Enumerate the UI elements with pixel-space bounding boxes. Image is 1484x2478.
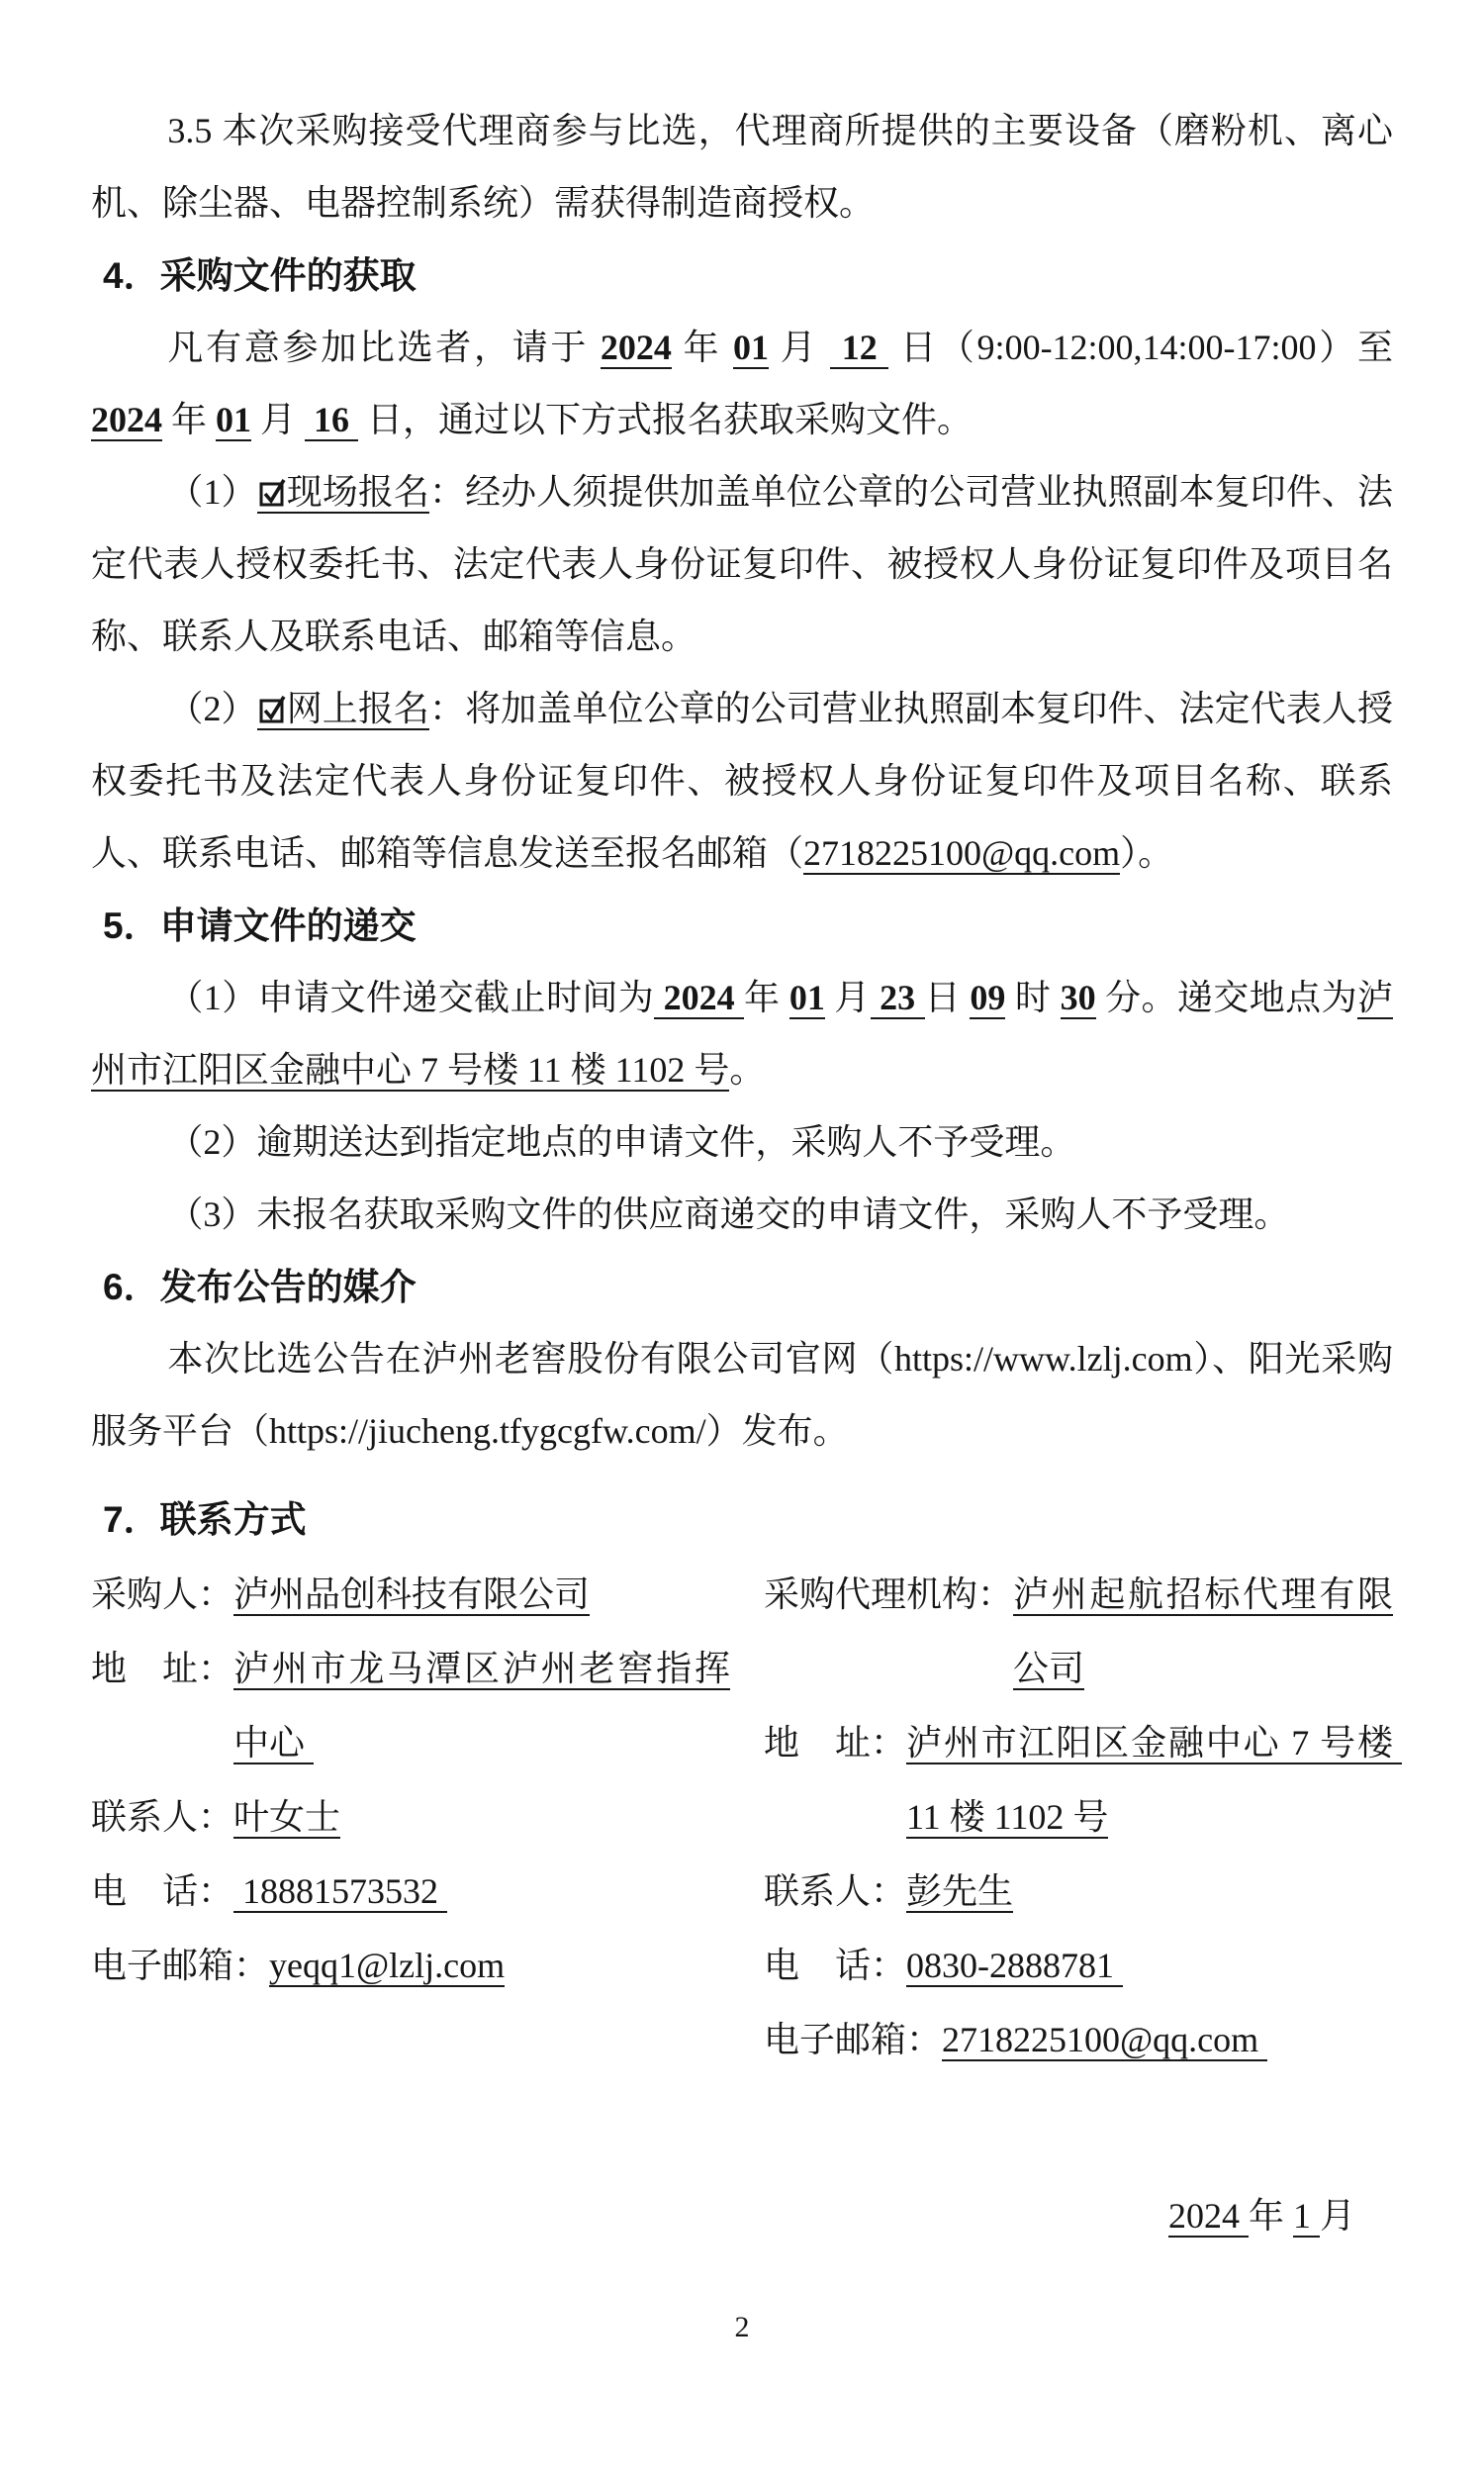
para-4-item1: [91, 456, 1393, 673]
text-run: 16: [305, 400, 359, 439]
contact-row: [764, 1855, 1393, 1929]
contact-label: 电子邮箱：: [764, 2020, 943, 2059]
text-run: 0830-2888781: [906, 1946, 1124, 1985]
text-run: 18881573532: [233, 1871, 448, 1911]
text-run: 01: [216, 400, 252, 439]
text-run: （3）未报名获取采购文件的供应商递交的申请文件，采购人不予受理。: [167, 1194, 1290, 1234]
contact-value: [906, 1706, 1402, 1855]
text-run: 叶女士: [233, 1797, 341, 1837]
text-run: 网上报名: [286, 689, 430, 728]
contact-label: 电子邮箱：: [91, 1946, 270, 1985]
document-flow: [91, 95, 1402, 2349]
heading-5: [91, 890, 1393, 962]
para-3-5: [91, 95, 1393, 239]
contact-row: [764, 1929, 1393, 2003]
contact-value: [233, 1558, 730, 1632]
text-run: 现场报名: [286, 472, 430, 512]
text-run: 月: [251, 400, 306, 439]
contact-section: [91, 1558, 1402, 2077]
text-run: （1）申请文件递交截止时间为: [167, 978, 655, 1017]
contact-column-left: [91, 1558, 730, 2077]
contact-label: 电 话：: [91, 1871, 234, 1911]
contact-value: [906, 1929, 1393, 2003]
checkbox-checked-icon: [257, 689, 287, 730]
text-run: 彭先生: [906, 1871, 1014, 1911]
text-run: 年: [671, 328, 733, 367]
contact-label: 联系人：: [764, 1871, 907, 1911]
page-number: [91, 2306, 1393, 2349]
text-run: 23: [870, 978, 925, 1017]
contact-row: [91, 1780, 730, 1855]
text-run: 日（9:00-12:00,14:00-17:00）至: [888, 328, 1402, 367]
text-run: 7．联系方式: [103, 1499, 307, 1540]
text-run: ：经办人须提供加盖单位公章的公司营业执照副本复印件、法定代表人授权委托书、法定代表人身份证复印件、被授权人身份证复印件及项目名称、联系人及联系电话、邮箱等信息。: [91, 472, 1393, 656]
contact-row: [91, 1558, 730, 1632]
contact-label: 采购代理机构：: [764, 1574, 1014, 1614]
contact-column-right: [764, 1558, 1402, 2077]
text-run: 凡有意参加比选者，请于: [167, 328, 601, 367]
text-run: 6．发布公告的媒介: [103, 1267, 417, 1307]
contact-row: [91, 1855, 730, 1929]
text-run: ：将加盖单位公章的公司营业执照副本复印件、法定代表人授权委托书及法定代表人身份证复印件、被授权人身份证复印件及项目名称、联系人、联系电话、邮箱等信息发送至报名邮箱（: [91, 689, 1393, 873]
text-run: 月: [1319, 2196, 1355, 2236]
text-run: 泸州市江阳区金融中心 7 号楼 11 楼 1102 号: [906, 1723, 1402, 1837]
heading-4: [91, 239, 1393, 312]
text-run: 2718225100@qq.com: [803, 833, 1121, 873]
contact-row: [764, 1706, 1402, 1855]
para-6-1: [91, 1323, 1393, 1468]
text-run: 日，通过以下方式报名获取采购文件。: [358, 400, 974, 439]
contact-value: [233, 1780, 730, 1855]
text-run: 分。递交地点为: [1095, 978, 1357, 1017]
contact-value: [233, 1632, 730, 1780]
text-run: 。: [729, 1050, 766, 1090]
text-run: ）。: [1120, 833, 1174, 873]
text-run: 年: [1248, 2196, 1293, 2236]
contact-value: [233, 1855, 730, 1929]
text-run: 本次比选公告在泸州老窖股份有限公司官网（https://www.lzlj.com）、阳光采购服务平台（https://jiucheng.tfygcgfw.com/）发布。: [91, 1339, 1393, 1451]
text-run: 3.5 本次采购接受代理商参与比选，代理商所提供的主要设备（磨粉机、离心机、除尘器、电器控制系统）需获得制造商授权。: [91, 111, 1393, 223]
contact-row: [91, 1632, 730, 1780]
contact-row: [764, 2003, 1393, 2077]
contact-row: [91, 1929, 730, 2003]
text-run: （2）: [167, 689, 257, 728]
contact-row: [764, 1558, 1393, 1706]
text-run: 日: [924, 978, 971, 1017]
para-4-item2: [91, 673, 1393, 890]
text-run: 泸州起航招标代理有限公司: [1013, 1574, 1393, 1688]
text-run: 月: [768, 328, 831, 367]
contact-label: 地 址：: [91, 1649, 234, 1688]
text-run: 12: [830, 328, 889, 367]
text-run: 时: [1005, 978, 1061, 1017]
text-run: 泸州市江阳区金融中心 7 号楼 11 楼 1102 号: [91, 978, 1394, 1090]
text-run: （1）: [167, 472, 257, 512]
text-run: 2718225100@qq.com: [942, 2020, 1268, 2059]
text-run: 年: [162, 400, 217, 439]
date-line: [91, 2180, 1393, 2252]
text-run: 4．采购文件的获取: [103, 255, 417, 296]
contact-value: [906, 1855, 1393, 1929]
contact-value: [942, 2003, 1393, 2077]
contact-label: 联系人：: [91, 1797, 234, 1837]
text-run: 年: [744, 978, 789, 1017]
contact-label: 地 址：: [764, 1723, 907, 1763]
text-run: 2024: [91, 400, 162, 439]
contact-label: 电 话：: [764, 1946, 907, 1985]
contact-value: [1013, 1558, 1393, 1706]
checkbox-checked-icon: [257, 472, 287, 514]
text-run: 1: [1292, 2196, 1320, 2236]
para-4-1: [91, 312, 1402, 456]
text-run: yeqq1@lzlj.com: [269, 1946, 506, 1985]
text-run: 01: [788, 978, 825, 1017]
text-run: 2: [734, 2311, 750, 2343]
text-run: 泸州品创科技有限公司: [233, 1574, 591, 1614]
text-run: 30: [1060, 978, 1096, 1017]
text-run: 2024: [600, 328, 672, 367]
heading-7: [91, 1483, 1393, 1556]
para-5-item3: [91, 1179, 1393, 1251]
heading-6: [91, 1251, 1393, 1323]
text-run: 09: [970, 978, 1006, 1017]
contact-label: 采购人：: [91, 1574, 234, 1614]
text-run: 5．申请文件的递交: [103, 905, 417, 946]
text-run: 泸州市龙马潭区泸州老窖指挥中心: [233, 1649, 730, 1763]
para-5-item2: [91, 1106, 1393, 1179]
text-run: 2024: [1167, 2196, 1249, 2236]
para-5-item1: [91, 962, 1393, 1106]
text-run: 月: [824, 978, 871, 1017]
contact-value: [269, 1929, 730, 2003]
text-run: 01: [732, 328, 769, 367]
text-run: 2024: [654, 978, 745, 1017]
text-run: （2）逾期送达到指定地点的申请文件，采购人不予受理。: [167, 1122, 1076, 1162]
